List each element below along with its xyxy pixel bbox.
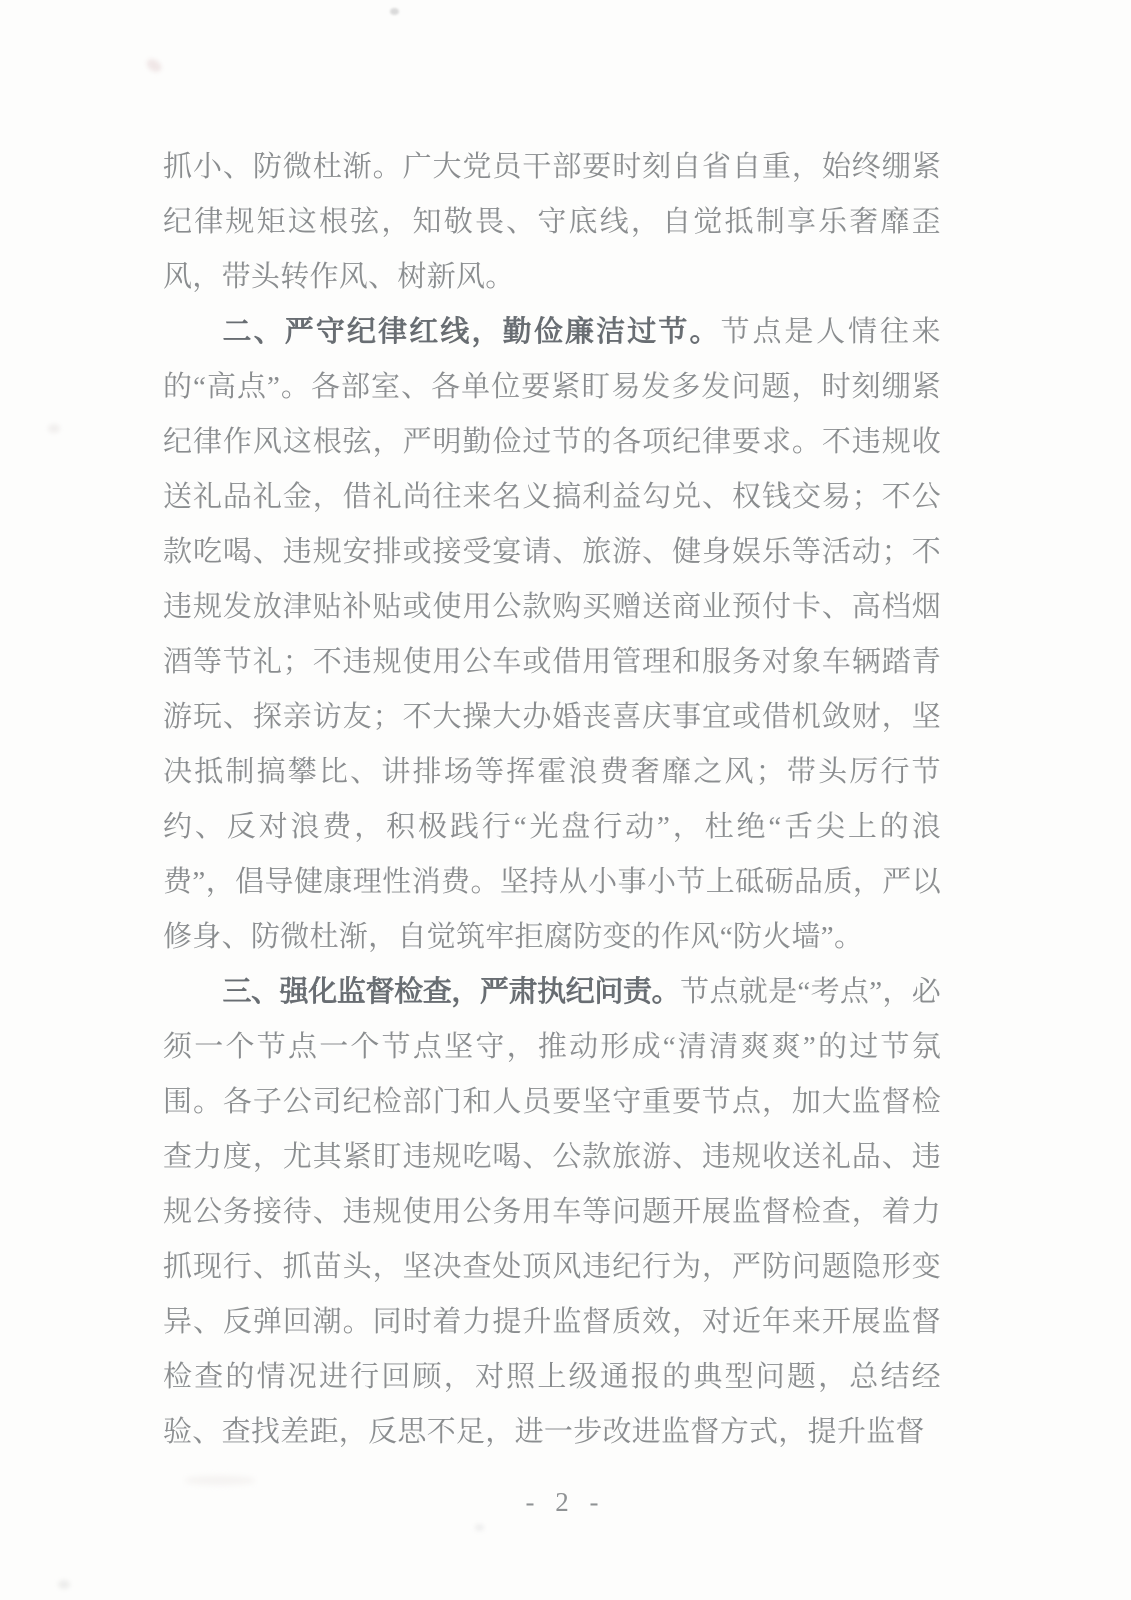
scan-artifact bbox=[48, 424, 60, 433]
paragraph-section-3 bbox=[163, 965, 941, 1460]
paragraph-text: 抓小、防微杜渐。广大党员干部要时刻自省自重，始终绷紧纪律规矩这根弦，知敬畏、守底线，自觉抵制享乐奢靡歪风，带头转作风、树新风。 bbox=[163, 151, 941, 293]
document-body bbox=[163, 140, 941, 1460]
paragraph-text: 节点是人情往来的“高点”。各部室、各单位要紧盯易发多发问题，时刻绷紧纪律作风这根弦，严明勤俭过节的各项纪律要求。不违规收送礼品礼金，借礼尚往来名义搞利益勾兑、权钱交易；不公款吃喝、违规安排或接受宴请、旅游、健身娱乐等活动；不违规发放津贴补贴或使用公款购买赠送商业预付卡、高档烟酒等节礼；不违规使用公车或借用管理和服务对象车辆踏青游玩、探亲访友；不大操大办婚丧喜庆事宜或借机敛财，坚决抵制搞攀比、讲排场等挥霍浪费奢靡之风；带头厉行节约、反对浪费，积极践行“光盘行动”，杜绝“舌尖上的浪费”，倡导健康理性消费。坚持从小事小节上砥砺品质，严以修身、防微杜渐，自觉筑牢拒腐防变的作风“防火墙”。 bbox=[163, 316, 941, 953]
scan-artifact bbox=[58, 1580, 70, 1589]
scan-artifact bbox=[475, 1524, 484, 1531]
section-2-heading: 二、严守纪律红线，勤俭廉洁过节。 bbox=[222, 316, 721, 348]
page-number: - 2 - bbox=[525, 1487, 606, 1517]
paragraph-text: 节点就是“考点”，必须一个节点一个节点坚守，推动形成“清清爽爽”的过节氛围。各子公司纪检部门和人员要坚守重要节点，加大监督检查力度，尤其紧盯违规吃喝、公款旅游、违规收送礼品、违规公务接待、违规使用公务用车等问题开展监督检查，着力抓现行、抓苗头，坚决查处顶风违纪行为，严防问题隐形变异、反弹回潮。同时着力提升监督质效，对近年来开展监督检查的情况进行回顾，对照上级通报的典型问题，总结经验、查找差距，反思不足，进一步改进监督方式，提升监督 bbox=[163, 976, 941, 1448]
paragraph-continuation bbox=[163, 140, 941, 305]
scan-artifact bbox=[185, 1476, 255, 1485]
paragraph-section-2 bbox=[163, 305, 941, 965]
section-3-heading: 三、强化监督检查，严肃执纪问责。 bbox=[222, 976, 681, 1008]
scan-artifact bbox=[144, 56, 163, 74]
scan-artifact bbox=[390, 8, 399, 15]
